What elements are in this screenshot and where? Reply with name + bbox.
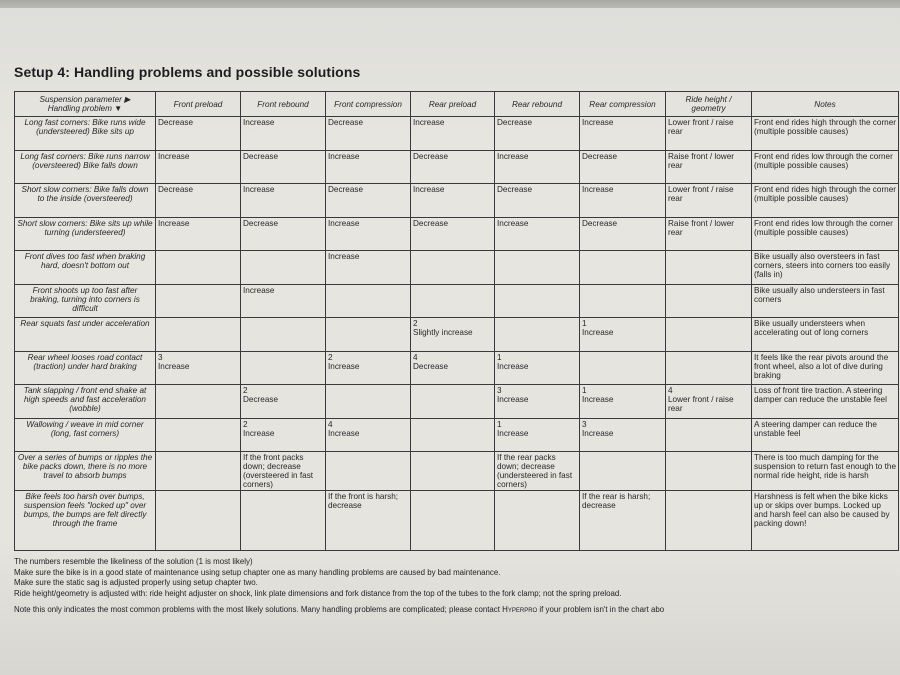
rear-rebound-cell — [495, 284, 580, 318]
ride-height-cell: Lower front / raise rear — [666, 184, 752, 218]
front-rebound-cell: If the front packs down; decrease (oversteered in fast corners) — [241, 452, 326, 491]
rear-rebound-cell: Decrease — [495, 184, 580, 218]
front-rebound-cell — [241, 418, 326, 452]
rear-compression-cell: If the rear is harsh; decrease — [580, 491, 666, 551]
front-preload-cell — [156, 351, 241, 385]
header-rear-rebound: Rear rebound — [495, 92, 580, 117]
priority-rank: 4 — [328, 419, 333, 429]
adjustment-text: Decrease — [413, 361, 449, 371]
table-row — [15, 318, 899, 352]
rear-compression-cell: Decrease — [580, 217, 666, 251]
rear-compression-cell — [580, 418, 666, 452]
front-compression-cell: Increase — [326, 251, 411, 285]
notes-cell: Bike usually also oversteers in fast corners, steers into corners too easily (falls in) — [752, 251, 899, 285]
front-compression-cell: Increase — [326, 150, 411, 184]
notes-cell: Front end rides low through the corner (multiple possible causes) — [752, 217, 899, 251]
rear-preload-cell — [411, 491, 495, 551]
handling-problem-cell: Short slow corners: Bike sits up while turning (understeered) — [15, 217, 156, 251]
footer-notes — [14, 557, 894, 616]
notes-cell: It feels like the rear pivots around the front wheel, also a lot of dive during braking — [752, 351, 899, 385]
front-rebound-cell: Decrease — [241, 217, 326, 251]
header-front-compression: Front compression — [326, 92, 411, 117]
handling-problem-cell: Front shoots up too fast after braking, turning into corners is difficult — [15, 284, 156, 318]
table-row — [15, 150, 899, 184]
front-compression-cell — [326, 452, 411, 491]
front-preload-cell — [156, 251, 241, 285]
rear-rebound-cell — [495, 418, 580, 452]
rear-compression-cell — [580, 318, 666, 352]
front-preload-cell — [156, 385, 241, 419]
table-row — [15, 217, 899, 251]
front-rebound-cell — [241, 351, 326, 385]
footer-line-likeliness: The numbers resemble the likeliness of the solution (1 is most likely) — [14, 557, 253, 566]
front-preload-cell — [156, 452, 241, 491]
page-title: Setup 4: Handling problems and possible solutions — [14, 64, 361, 80]
ride-height-cell — [666, 284, 752, 318]
front-rebound-cell: Decrease — [241, 150, 326, 184]
notes-cell: Front end rides high through the corner (multiple possible causes) — [752, 117, 899, 151]
front-compression-cell — [326, 284, 411, 318]
notes-cell: There is too much damping for the suspension to return fast enough to the normal ride height, ride is harsh — [752, 452, 899, 491]
table-row — [15, 351, 899, 385]
header-ride-height: Ride height / geometry — [666, 92, 752, 117]
ride-height-cell — [666, 318, 752, 352]
front-compression-cell: Increase — [326, 217, 411, 251]
table-body — [15, 117, 899, 551]
adjustment-text: Decrease — [243, 395, 279, 404]
adjustment-text: Increase — [582, 428, 614, 438]
header-param-problem — [15, 92, 156, 117]
priority-rank: 2 — [243, 419, 248, 429]
priority-rank: 1 — [497, 352, 502, 362]
header-row — [15, 92, 899, 117]
rear-compression-cell: Increase — [580, 184, 666, 218]
rear-rebound-cell: If the rear packs down; decrease (understeered in fast corners) — [495, 452, 580, 491]
front-compression-cell — [326, 351, 411, 385]
rear-preload-cell — [411, 452, 495, 491]
front-preload-cell: Increase — [156, 150, 241, 184]
table-row — [15, 385, 899, 419]
front-compression-cell — [326, 385, 411, 419]
header-notes: Notes — [752, 92, 899, 117]
rear-rebound-cell — [495, 351, 580, 385]
front-preload-cell — [156, 418, 241, 452]
rear-preload-cell — [411, 385, 495, 419]
handling-problem-cell: Bike feels too harsh over bumps, suspension feels "locked up" over bumps, the bumps are felt directly through the frame — [15, 491, 156, 551]
adjustment-text: Increase — [243, 428, 275, 438]
handling-problem-cell: Long fast corners: Bike runs narrow (oversteered) Bike falls down — [15, 150, 156, 184]
front-compression-cell — [326, 418, 411, 452]
ride-height-cell — [666, 452, 752, 491]
handling-problem-cell: Front dives too fast when braking hard, doesn't bottom out — [15, 251, 156, 285]
priority-rank: 1 — [582, 386, 587, 395]
handling-problems-table — [14, 91, 899, 551]
handling-problem-cell: Wallowing / weave in mid corner (long, fast corners) — [15, 418, 156, 452]
rear-compression-cell — [580, 351, 666, 385]
header-problem-label: Handling problem ▼ — [47, 104, 123, 113]
header-rear-preload: Rear preload — [411, 92, 495, 117]
rear-rebound-cell: Decrease — [495, 117, 580, 151]
header-front-preload: Front preload — [156, 92, 241, 117]
front-rebound-cell: Increase — [241, 184, 326, 218]
footer-line-ride-height: Ride height/geometry is adjusted with: ride height adjuster on shock, link plate dimensions and fork distance from the top of the tubes to the fork clamp; not the spring preload. — [14, 588, 622, 598]
front-preload-cell — [156, 318, 241, 352]
priority-rank: 2 — [328, 352, 333, 362]
footer-note-text: Note this only indicates the most common problems with the most likely solutions. Many handling problems are complicated; please contact — [14, 605, 500, 614]
table-row — [15, 491, 899, 551]
priority-rank: 1 — [497, 419, 502, 429]
front-preload-cell: Decrease — [156, 117, 241, 151]
notes-cell: Harshness is felt when the bike kicks up or skips over bumps. Locked up and harsh feel can also be caused by packing down! — [752, 491, 899, 551]
rear-rebound-cell — [495, 491, 580, 551]
handling-problem-cell: Rear squats fast under acceleration — [15, 318, 156, 352]
rear-rebound-cell: Increase — [495, 150, 580, 184]
front-preload-cell — [156, 491, 241, 551]
adjustment-text: Increase — [328, 428, 360, 438]
adjustment-text: Increase — [497, 395, 529, 404]
adjustment-text: Slightly increase — [413, 328, 473, 337]
rear-preload-cell — [411, 284, 495, 318]
footer-line-maintenance: Make sure the bike is in a good state of maintenance using setup chapter one as many handling problems are caused by bad maintenance. — [14, 567, 501, 577]
rear-preload-cell: Decrease — [411, 150, 495, 184]
rear-compression-cell — [580, 284, 666, 318]
rear-preload-cell — [411, 318, 495, 352]
front-rebound-cell — [241, 491, 326, 551]
adjustment-text: Increase — [582, 395, 614, 404]
rear-preload-cell: Increase — [411, 184, 495, 218]
front-compression-cell: If the front is harsh; decrease — [326, 491, 411, 551]
footer-contact-note — [14, 605, 894, 616]
priority-rank: 3 — [158, 352, 163, 362]
front-compression-cell — [326, 318, 411, 352]
table-row — [15, 184, 899, 218]
adjustment-text: Increase — [497, 361, 529, 371]
table-row — [15, 251, 899, 285]
adjustment-text: Increase — [497, 428, 529, 438]
rear-rebound-cell — [495, 318, 580, 352]
handling-problem-cell: Rear wheel looses road contact (traction) under hard braking — [15, 351, 156, 385]
priority-rank: 2 — [413, 319, 418, 328]
rear-compression-cell — [580, 251, 666, 285]
priority-rank: 3 — [497, 386, 502, 395]
notes-cell: Bike usually understeers when accelerating out of long corners — [752, 318, 899, 352]
rear-rebound-cell: Increase — [495, 217, 580, 251]
priority-rank: 1 — [582, 319, 587, 328]
priority-rank: 4 — [668, 386, 673, 395]
ride-height-cell: Lower front / raise rear — [666, 117, 752, 151]
rear-preload-cell: Decrease — [411, 217, 495, 251]
rear-compression-cell: Decrease — [580, 150, 666, 184]
brand-name: Hyperpro — [502, 605, 538, 614]
header-rear-compression: Rear compression — [580, 92, 666, 117]
adjustment-text: Lower front / raise rear — [668, 395, 734, 413]
priority-rank: 3 — [582, 419, 587, 429]
table-row — [15, 284, 899, 318]
adjustment-text: Increase — [582, 328, 614, 337]
front-rebound-cell — [241, 385, 326, 419]
notes-cell: A steering damper can reduce the unstable feel — [752, 418, 899, 452]
ride-height-cell — [666, 418, 752, 452]
handling-problem-cell: Short slow corners: Bike falls down to the inside (oversteered) — [15, 184, 156, 218]
handling-problem-cell: Tank slapping / front end shake at high speeds and fast acceleration (wobble) — [15, 385, 156, 419]
front-rebound-cell: Increase — [241, 284, 326, 318]
front-preload-cell: Increase — [156, 217, 241, 251]
handling-problem-cell: Over a series of bumps or ripples the bike packs down, there is no more travel to absorb bumps — [15, 452, 156, 491]
table-row — [15, 418, 899, 452]
notes-cell: Front end rides high through the corner (multiple possible causes) — [752, 184, 899, 218]
priority-rank: 4 — [413, 352, 418, 362]
front-preload-cell: Decrease — [156, 184, 241, 218]
rear-rebound-cell — [495, 385, 580, 419]
rear-preload-cell — [411, 251, 495, 285]
footer-note-tail: if your problem isn't in the chart abo — [539, 605, 665, 614]
front-rebound-cell: Increase — [241, 117, 326, 151]
rear-rebound-cell — [495, 251, 580, 285]
rear-compression-cell — [580, 452, 666, 491]
ride-height-cell: Raise front / lower rear — [666, 150, 752, 184]
rear-preload-cell: Increase — [411, 117, 495, 151]
ride-height-cell — [666, 351, 752, 385]
adjustment-text: Increase — [158, 361, 190, 371]
rear-compression-cell: Increase — [580, 117, 666, 151]
priority-rank: 2 — [243, 386, 248, 395]
ride-height-cell: Raise front / lower rear — [666, 217, 752, 251]
table-row — [15, 117, 899, 151]
ride-height-cell — [666, 385, 752, 419]
front-rebound-cell — [241, 251, 326, 285]
rear-preload-cell — [411, 351, 495, 385]
footer-line-static-sag: Make sure the static sag is adjusted properly using setup chapter two. — [14, 578, 258, 587]
ride-height-cell — [666, 491, 752, 551]
notes-cell: Front end rides low through the corner (multiple possible causes) — [752, 150, 899, 184]
front-rebound-cell — [241, 318, 326, 352]
front-compression-cell: Decrease — [326, 117, 411, 151]
header-front-rebound: Front rebound — [241, 92, 326, 117]
ride-height-cell — [666, 251, 752, 285]
handling-problem-cell: Long fast corners: Bike runs wide (understeered) Bike sits up — [15, 117, 156, 151]
header-param-label: Suspension parameter ▶ — [39, 95, 131, 104]
adjustment-text: Increase — [328, 361, 360, 371]
rear-preload-cell — [411, 418, 495, 452]
notes-cell: Bike usually also understeers in fast corners — [752, 284, 899, 318]
front-compression-cell: Decrease — [326, 184, 411, 218]
table-row — [15, 452, 899, 491]
front-preload-cell — [156, 284, 241, 318]
rear-compression-cell — [580, 385, 666, 419]
notes-cell: Loss of front tire traction. A steering damper can reduce the unstable feel — [752, 385, 899, 419]
